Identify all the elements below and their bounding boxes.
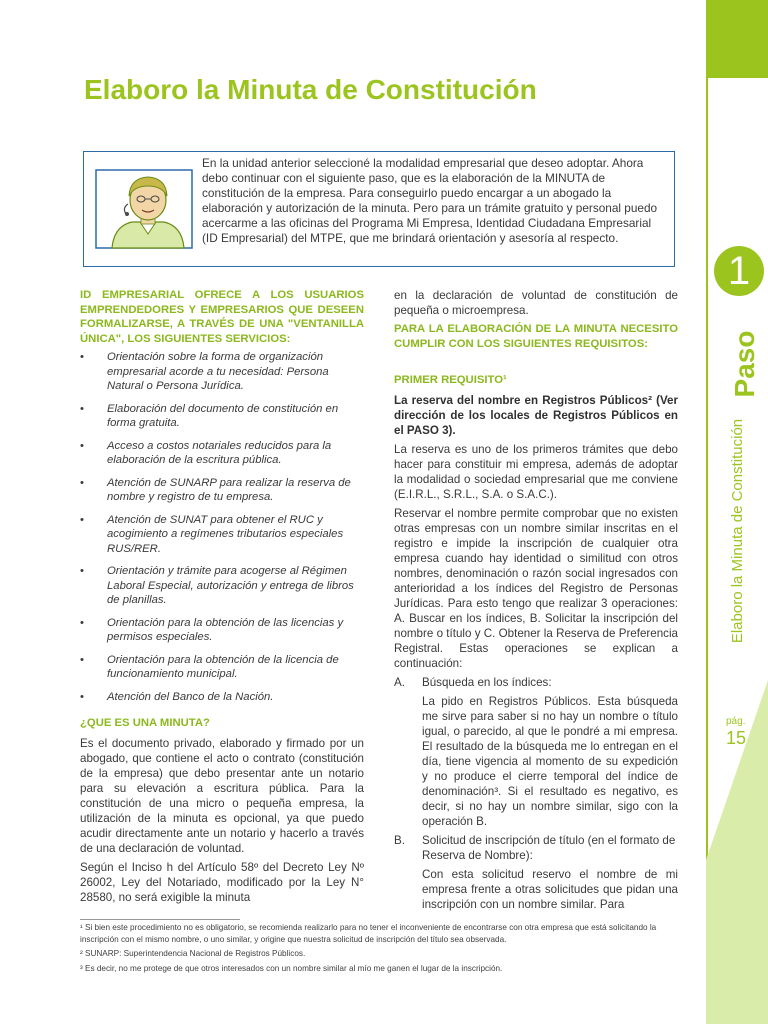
page-sidebar [706, 0, 768, 1024]
footnote-rule [80, 919, 240, 920]
service-item: • Orientación para la obtención de la licencia de funcionamiento municipal. [80, 653, 364, 682]
reserva-bold-text: La reserva del nombre en Registros Públicos² (Ver dirección de los locales de Registros Públicos en el PASO 3). [394, 394, 678, 437]
service-item: • Atención de SUNAT para obtener el RUC y acogimiento a regímenes tributarios especiales RUS/RER. [80, 513, 364, 557]
operation-b-text: Con esta solicitud reservo el nombre de mi empresa frente a otras solicitudes que pidan una inscripción con un nombre similar. Para [422, 868, 678, 911]
reservar-paragraph: Reservar el nombre permite comprobar que no existen otras empresas con un nombre similar inscritas en el registro e impide la inscripción de cualquier otra empresa cuando hay identidad o similitud con otros nombres, denominación o razón social ingresados con anterioridad a los índices del Registro de Personas Jurídicas. Para esto tengo que realizar 3 operaciones: A. Buscar en los índices, B. Solicitar la inscripción del nombre o título y C. Obtener la Reserva de Preferencia Registral. Estas operaciones se explican a continuación: [394, 507, 678, 670]
first-requirement-heading: PRIMER REQUISITO¹ [394, 374, 507, 386]
sidebar-top-block [706, 0, 768, 78]
section-title-vertical: Elaboro la Minuta de Constitución [729, 418, 746, 644]
services-list [80, 350, 364, 704]
operation-a-text: La pido en Registros Públicos. Esta búsqueda me sirve para saber si no hay un nombre o título igual, o parecido, al que le pondré a mi empresa. El resultado de la búsqueda me lo entregan en el día, tiene vigencia al momento de su expedición y no produce el cierre temporal del índice de denominación³. Si el resultado es negativo, es decir, si no hay un nombre similar, sigo con la operación B. [422, 695, 678, 828]
services-heading: ID EMPRESARIAL OFRECE A LOS USUARIOS EMPRENDEDORES Y EMPRESARIOS QUE DESEEN FORMALIZARSE, A TRAVÉS DE UNA "VENTANILLA ÚNICA", LOS SIGUIENTES SERVICIOS: [80, 289, 364, 345]
person-avatar-icon [92, 164, 202, 254]
step-label: Paso [729, 330, 760, 398]
footnotes [80, 922, 680, 977]
service-item: • Atención del Banco de la Nación. [80, 690, 364, 705]
operation-a-title: Búsqueda en los índices: [422, 676, 552, 689]
minuta-heading: ¿QUE ES UNA MINUTA? [80, 717, 210, 729]
intro-box [83, 151, 675, 267]
reserva-paragraph: La reserva es uno de los primeros trámites que debo hacer para constituir mi empresa, además de adoptar la modalidad o sociedad empresarial que me conviene (E.I.R.L., S.R.L., S.A. o S.A.C.). [394, 443, 678, 501]
service-item: • Orientación para la obtención de las licencias y permisos especiales. [80, 616, 364, 645]
intro-text: En la unidad anterior seleccioné la modalidad empresarial que deseo adoptar. Ahora debo continuar con el siguiente paso, que es la elaboración de la MINUTA de constitución de la empresa. Para conseguirlo puedo encargar a un abogado la elaboración y autorización de la minuta. Pero para un trámite gratuito y personal puedo acercarme a las oficinas del Programa Mi Empresa, Identidad Ciudadana Empresarial (ID Empresarial) del MTPE, que me brindará orientación y asesoría al respecto. [202, 156, 658, 245]
operation-a [394, 675, 678, 690]
step-number-badge: 1 [714, 246, 764, 296]
minuta-paragraph: Es el documento privado, elaborado y firmado por un abogado, que contiene el acto o contrato (constitución de la empresa) que debo presentar ante un notario para su elevación a escritura pública. Para la constitución de una micro o pequeña empresa, la utilización de la minuta es opcional, ya que puedo acudir directamente ante un notario y hacerlo a través de una declaración de voluntad. [80, 737, 364, 855]
page-label: pág. [726, 716, 746, 727]
operation-b [394, 833, 678, 863]
page-number: 15 [726, 728, 747, 748]
requirements-heading: PARA LA ELABORACIÓN DE LA MINUTA NECESITO CUMPLIR CON LOS SIGUIENTES REQUISITOS: [394, 323, 678, 350]
service-item: • Orientación sobre la forma de organización empresarial acorde a tu necesidad: Persona Natural o Persona Jurídica. [80, 350, 364, 394]
left-column [80, 288, 364, 909]
service-item: • Atención de SUNARP para realizar la reserva de nombre y registro de tu empresa. [80, 476, 364, 505]
continued-paragraph: en la declaración de voluntad de constitución de pequeña o microempresa. [394, 289, 678, 317]
operation-a-letter: A. [394, 676, 405, 689]
page-title: Elaboro la Minuta de Constitución [84, 74, 537, 105]
operation-b-title: Solicitud de inscripción de título (en el formato de Reserva de Nombre): [422, 834, 676, 862]
footnote-2: ² SUNARP: Superintendencia Nacional de Registros Públicos. [80, 949, 306, 958]
operation-b-letter: B. [394, 834, 405, 847]
service-item: • Orientación y trámite para acogerse al Régimen Laboral Especial, autorización y entrega de libros de planillas. [80, 564, 364, 608]
footnote-3: ³ Es decir, no me protege de que otros interesados con un nombre similar al mío me ganen el lugar de la inscripción. [80, 963, 503, 973]
footnote-1: ¹ Si bien este procedimiento no es obligatorio, se recomienda realizarlo para no tener el inconveniente de encontrarse con otra empresa que está solicitando la inscripción con el mismo nombre, o uno similar, y origine que nuestra solicitud de inscripción del título sea observada. [80, 923, 657, 944]
right-column [394, 288, 678, 916]
decreto-paragraph: Según el Inciso h del Artículo 58º del Decreto Ley Nº 26002, Ley del Notariado, modificado por la Ley N° 28580, no será exigible la minuta [80, 861, 364, 904]
service-item: • Acceso a costos notariales reducidos para la elaboración de la escritura pública. [80, 439, 364, 468]
service-item: • Elaboración del documento de constitución en forma gratuita. [80, 402, 364, 431]
